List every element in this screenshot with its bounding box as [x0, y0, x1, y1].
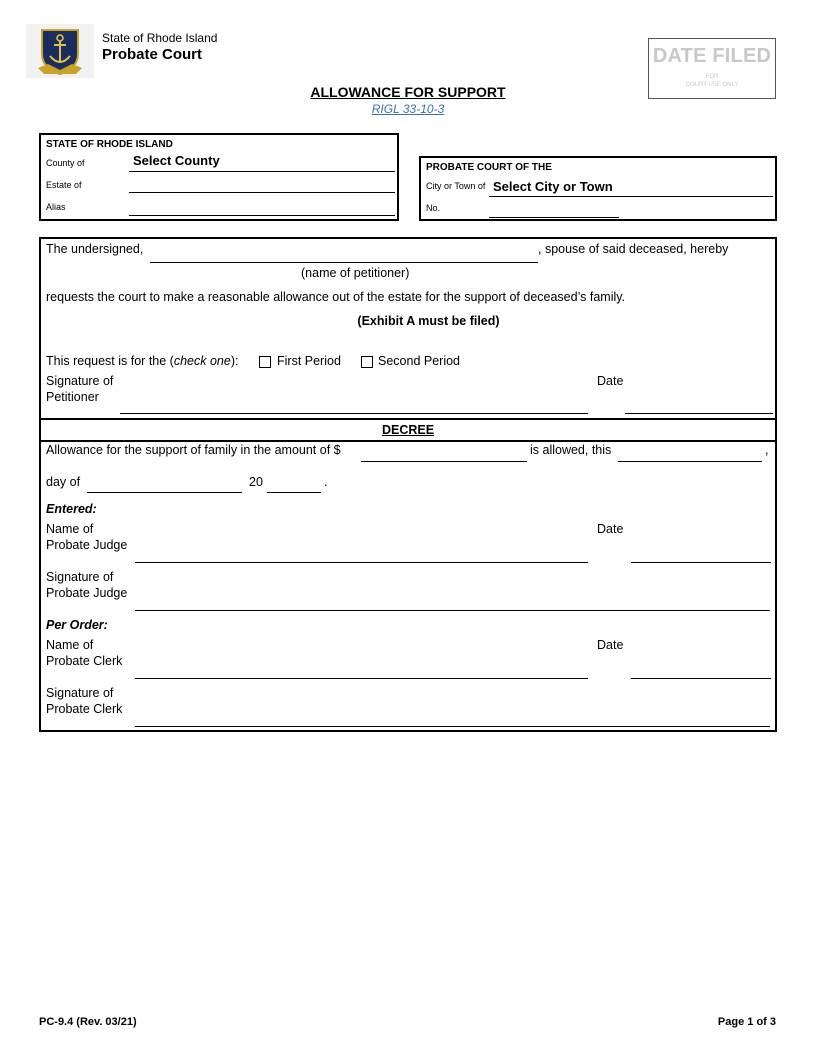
- estate-field[interactable]: [129, 175, 395, 193]
- county-select[interactable]: Select County: [129, 151, 395, 172]
- court-name: Probate Court: [102, 46, 203, 63]
- year-field[interactable]: [267, 475, 321, 493]
- clerk-date-label: Date: [597, 638, 624, 652]
- petitioner-date-field[interactable]: [625, 396, 773, 414]
- judge-name-label-1: Name of: [46, 522, 94, 536]
- state-seal-icon: [26, 24, 94, 78]
- first-period-label: First Period: [277, 354, 341, 368]
- exhibit-note: (Exhibit A must be filed): [357, 314, 500, 328]
- request-for-line: This request is for the (check one):: [46, 354, 239, 368]
- state-name: State of Rhode Island: [102, 31, 218, 45]
- for-label: FOR: [705, 74, 719, 80]
- clerk-date-field[interactable]: [631, 661, 771, 679]
- allowance-amount-field[interactable]: [361, 443, 527, 462]
- petitioner-date-label: Date: [597, 374, 624, 388]
- month-field[interactable]: [87, 475, 242, 493]
- request-text: requests the court to make a reasonable allowance out of the estate for the support of deceased’s family.: [46, 290, 626, 304]
- page-number: Page 1 of 3: [717, 1016, 776, 1028]
- date-filed-label: DATE FILED: [652, 45, 772, 67]
- court-heading: PROBATE COURT OF THE: [426, 162, 552, 173]
- clerk-name-field[interactable]: [135, 661, 588, 679]
- name-caption: (name of petitioner): [301, 266, 410, 280]
- allowance-text: Allowance for the support of family in the amount of $: [46, 443, 341, 457]
- city-label: City or Town of: [426, 181, 486, 191]
- city-select[interactable]: Select City or Town: [489, 176, 773, 197]
- court-use-label: COURT USE ONLY: [685, 82, 739, 88]
- day-of-label: day of: [46, 475, 81, 489]
- case-no-label: No.: [426, 203, 441, 213]
- alias-label: Alias: [46, 202, 66, 212]
- form-title: ALLOWANCE FOR SUPPORT: [310, 84, 506, 100]
- state-heading: STATE OF RHODE ISLAND: [46, 139, 173, 150]
- clerk-sig-label-2: Probate Clerk: [46, 702, 123, 716]
- judge-name-field[interactable]: [135, 545, 588, 563]
- estate-label: Estate of: [46, 180, 82, 190]
- court-info-box: [419, 156, 777, 221]
- alias-field[interactable]: [129, 198, 395, 216]
- undersigned-text: The undersigned,: [46, 242, 144, 256]
- allowed-day-field[interactable]: [618, 443, 762, 462]
- form-id: PC-9.4 (Rev. 03/21): [39, 1016, 137, 1028]
- entered-label: Entered:: [46, 502, 97, 516]
- comma-text: ,: [765, 443, 769, 457]
- period-text: .: [324, 475, 328, 489]
- petitioner-sig-label-2: Petitioner: [46, 390, 99, 404]
- case-no-field[interactable]: [489, 200, 619, 218]
- spouse-text: , spouse of said deceased, hereby: [538, 242, 729, 256]
- year-prefix: 20: [249, 475, 263, 489]
- statute-link[interactable]: RIGL 33-10-3: [371, 102, 445, 116]
- judge-sig-label-2: Probate Judge: [46, 586, 128, 600]
- judge-sig-label-1: Signature of: [46, 570, 114, 584]
- second-period-checkbox[interactable]: [361, 356, 373, 368]
- allowed-text: is allowed, this: [530, 443, 612, 457]
- first-period-checkbox[interactable]: [259, 356, 271, 368]
- county-label: County of: [46, 158, 85, 168]
- judge-date-field[interactable]: [631, 545, 771, 563]
- petitioner-signature-field[interactable]: [120, 396, 588, 414]
- clerk-signature-field[interactable]: [135, 709, 770, 727]
- petitioner-name-field[interactable]: [150, 242, 538, 263]
- second-period-label: Second Period: [378, 354, 461, 368]
- decree-heading: DECREE: [39, 418, 777, 442]
- clerk-sig-label-1: Signature of: [46, 686, 114, 700]
- clerk-name-label-1: Name of: [46, 638, 94, 652]
- per-order-label: Per Order:: [46, 618, 108, 632]
- clerk-name-label-2: Probate Clerk: [46, 654, 123, 668]
- petitioner-sig-label-1: Signature of: [46, 374, 114, 388]
- judge-name-label-2: Probate Judge: [46, 538, 128, 552]
- judge-date-label: Date: [597, 522, 624, 536]
- judge-signature-field[interactable]: [135, 593, 770, 611]
- estate-info-box: [39, 133, 399, 221]
